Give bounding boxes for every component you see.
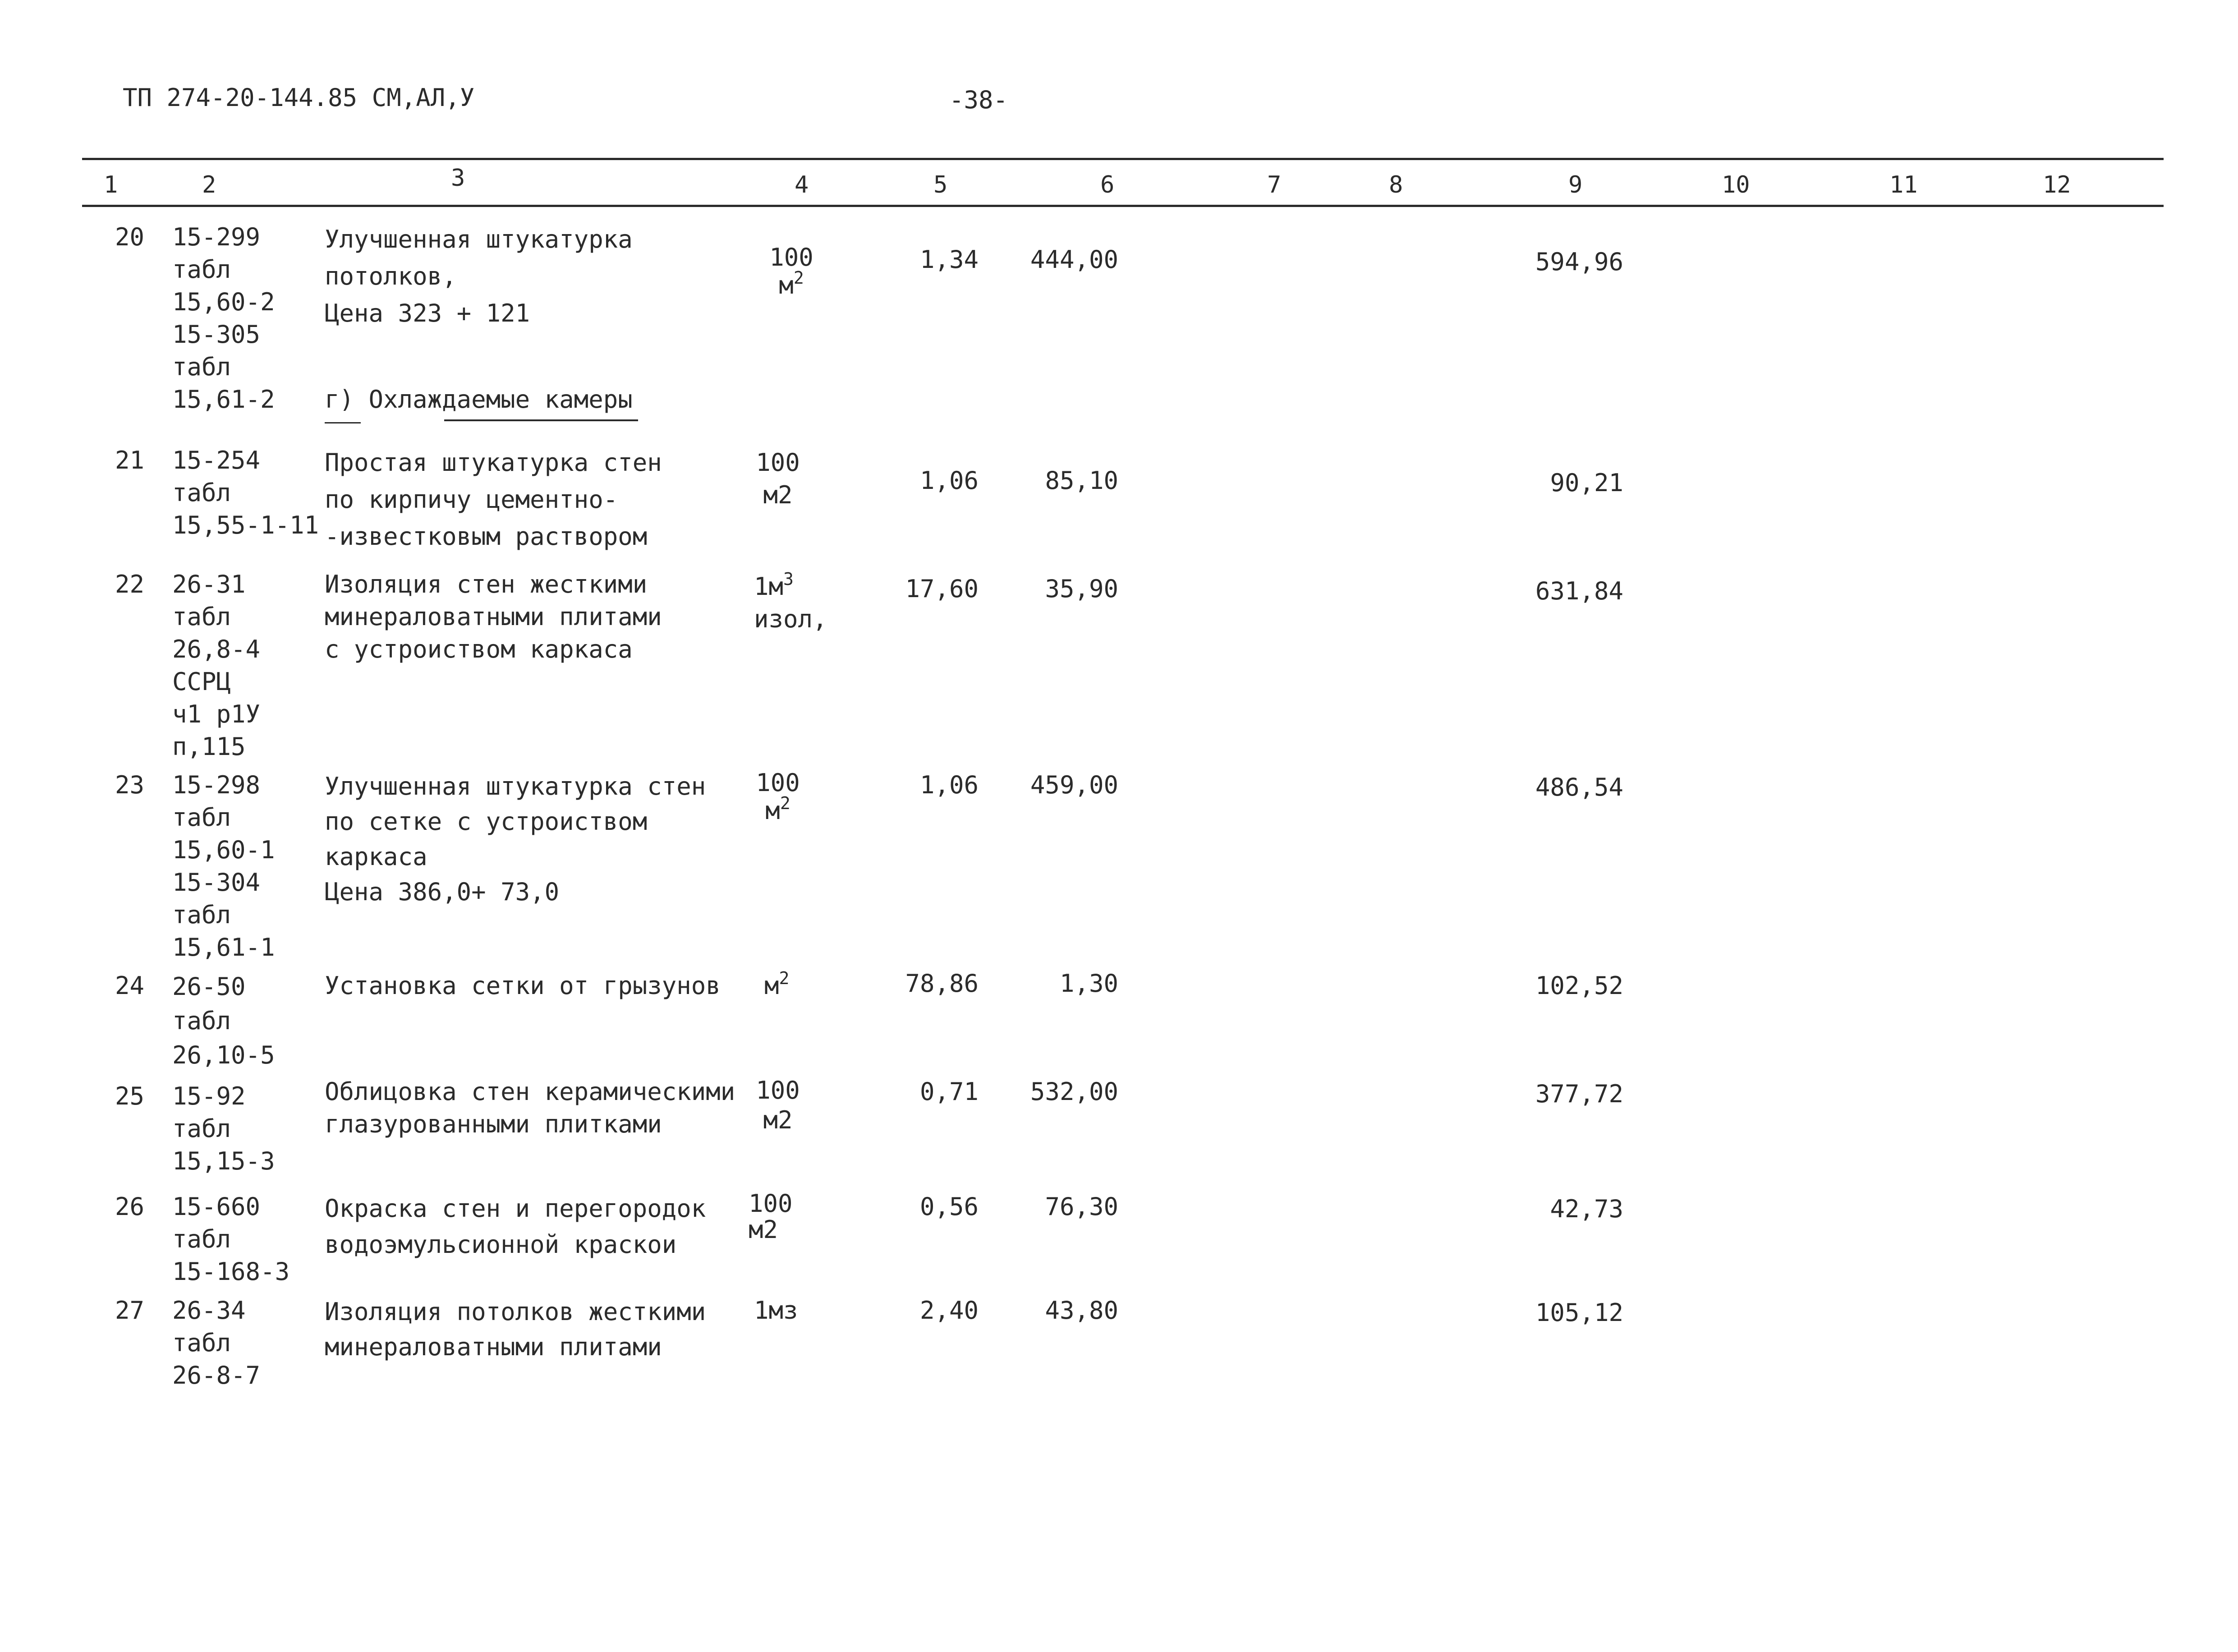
section-underline	[325, 422, 361, 423]
column-number: 12	[2043, 171, 2071, 198]
total-cost: 90,21	[1550, 469, 1623, 497]
unit: 1мз	[754, 1296, 798, 1325]
unit: 100 $м^2$	[769, 243, 813, 299]
row-number: 23	[115, 771, 145, 799]
work-description: Окраска стен и перегородок водоэмульсионной краскои	[325, 1194, 706, 1259]
work-description: Улучшенная штукатурка потолков, Цена 323 + 121	[325, 225, 633, 327]
unit: $1м^3$ изол,	[754, 569, 827, 633]
column-number: 11	[1889, 171, 1918, 198]
work-description: Улучшенная штукатурка стен по сетке с устроиством каркаса Цена 386,0+ 73,0	[325, 772, 706, 906]
norm-reference: 15-299 табл 15,60-2 15-305 табл 15,61-2	[172, 223, 275, 414]
norm-reference: 15-660 табл 15-168-3	[172, 1192, 290, 1286]
unit-price: 532,00	[1030, 1077, 1118, 1106]
norm-reference: 15-298 табл 15,60-1 15-304 табл 15,61-1	[172, 771, 275, 962]
row-number: 22	[115, 570, 145, 598]
section-underline	[444, 419, 638, 421]
unit-price: 459,00	[1030, 771, 1118, 799]
unit: 100 $м^2$	[756, 768, 800, 825]
quantity: 17,60	[905, 575, 979, 603]
document-code: ТП 274-20-144.85 СМ,АЛ,У	[123, 83, 475, 112]
page-number: -38-	[949, 86, 1008, 114]
total-cost: 631,84	[1535, 577, 1623, 605]
work-description: Изоляция стен жесткими минераловатными плитами с устроиством каркаса	[325, 570, 662, 663]
row-number: 24	[115, 971, 145, 1000]
norm-reference: 15-92 табл 15,15-3	[172, 1082, 275, 1175]
unit-price: 1,30	[1059, 969, 1118, 998]
column-number: 7	[1267, 171, 1282, 198]
norm-reference: 15-254 табл 15,55-1-11	[172, 446, 319, 539]
unit: 100 м2	[756, 1076, 800, 1134]
norm-reference: 26-31 табл 26,8-4 ССРЦ ч1 р1У п,115	[172, 570, 261, 761]
total-cost: 105,12	[1535, 1298, 1623, 1327]
total-cost: 486,54	[1535, 773, 1623, 801]
row-number: 25	[115, 1082, 145, 1110]
row-number: 26	[115, 1192, 145, 1221]
work-description: Изоляция потолков жесткими минераловатными плитами	[325, 1298, 706, 1361]
unit-price: 76,30	[1045, 1192, 1118, 1221]
section-heading: г) Охлаждаемые камеры	[325, 385, 633, 414]
column-number: 1	[104, 171, 118, 198]
quantity: 0,71	[919, 1077, 979, 1106]
total-cost: 42,73	[1550, 1195, 1623, 1223]
column-number: 4	[795, 171, 809, 198]
column-number: 8	[1389, 171, 1403, 198]
work-description: Облицовка стен керамическими глазурованными плитками	[325, 1077, 735, 1138]
column-number: 5	[933, 171, 948, 198]
quantity: 78,86	[905, 969, 979, 998]
quantity: 1,34	[919, 245, 979, 274]
unit: 100 м2	[756, 448, 800, 509]
row-number: 21	[115, 446, 145, 474]
column-number: 10	[1722, 171, 1750, 198]
quantity: 0,56	[919, 1192, 979, 1221]
column-number: 9	[1568, 171, 1583, 198]
unit: $м^2$	[764, 968, 790, 1000]
quantity: 2,40	[919, 1296, 979, 1325]
row-number: 27	[115, 1296, 145, 1325]
quantity: 1,06	[919, 771, 979, 799]
unit-price: 43,80	[1045, 1296, 1118, 1325]
norm-reference: 26-50 табл 26,10-5	[172, 972, 275, 1069]
column-number: 3	[451, 165, 465, 192]
table-top-rule	[82, 158, 2164, 160]
unit-price: 85,10	[1045, 466, 1118, 495]
work-description: Простая штукатурка стен по кирпичу цементно- -известковым раствором	[325, 448, 662, 551]
row-number: 20	[115, 223, 145, 251]
quantity: 1,06	[919, 466, 979, 495]
unit-price: 35,90	[1045, 575, 1118, 603]
table-header-rule	[82, 205, 2164, 207]
column-number: 2	[202, 171, 216, 198]
total-cost: 594,96	[1535, 248, 1623, 276]
unit-price: 444,00	[1030, 245, 1118, 274]
total-cost: 377,72	[1535, 1080, 1623, 1108]
total-cost: 102,52	[1535, 971, 1623, 1000]
column-number: 6	[1100, 171, 1115, 198]
unit: 100 м2	[749, 1189, 793, 1244]
norm-reference: 26-34 табл 26-8-7	[172, 1296, 261, 1390]
work-description: Установка сетки от грызунов	[325, 971, 721, 1000]
